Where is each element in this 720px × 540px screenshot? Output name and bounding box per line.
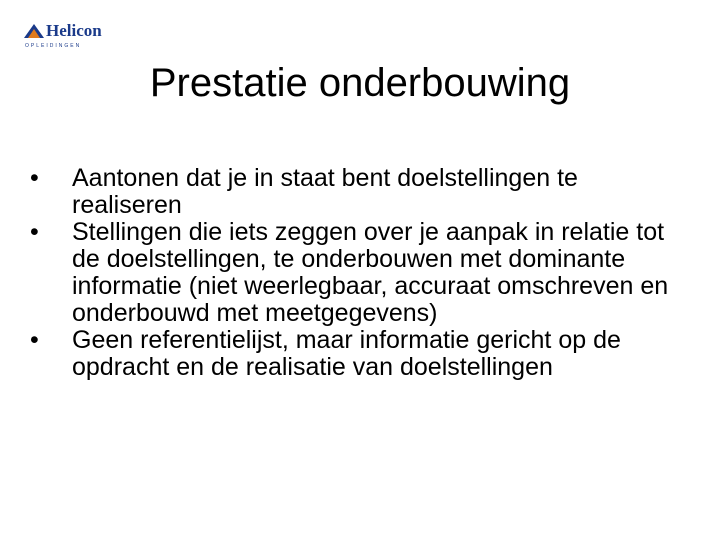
slide-title: Prestatie onderbouwing — [149, 61, 571, 105]
logo-tagline: OPLEIDINGEN — [25, 43, 82, 49]
bullet-marker: • — [30, 218, 39, 246]
bullet-text: Stellingen die iets zeggen over je aanpak in relatie tot de doelstellingen, te onderbouwen met dominante informatie (niet weerlegbaar, accuraat omschreven en onderbouwd met meetgegevens) — [72, 218, 669, 327]
bullet-marker: • — [30, 164, 39, 192]
bullet-item — [30, 165, 690, 219]
bullet-item — [30, 219, 690, 327]
bullet-marker: • — [30, 326, 39, 354]
helicon-logo-mark — [20, 14, 120, 50]
bullet-text: Aantonen dat je in staat bent doelstellingen te realiseren — [72, 164, 578, 219]
bullet-list — [30, 165, 690, 381]
bullet-item — [30, 327, 690, 381]
bullet-text: Geen referentielijst, maar informatie gericht op de opdracht en de realisatie van doelstellingen — [72, 326, 621, 381]
helicon-logo — [20, 14, 120, 50]
logo-wordmark: Helicon — [46, 21, 102, 40]
